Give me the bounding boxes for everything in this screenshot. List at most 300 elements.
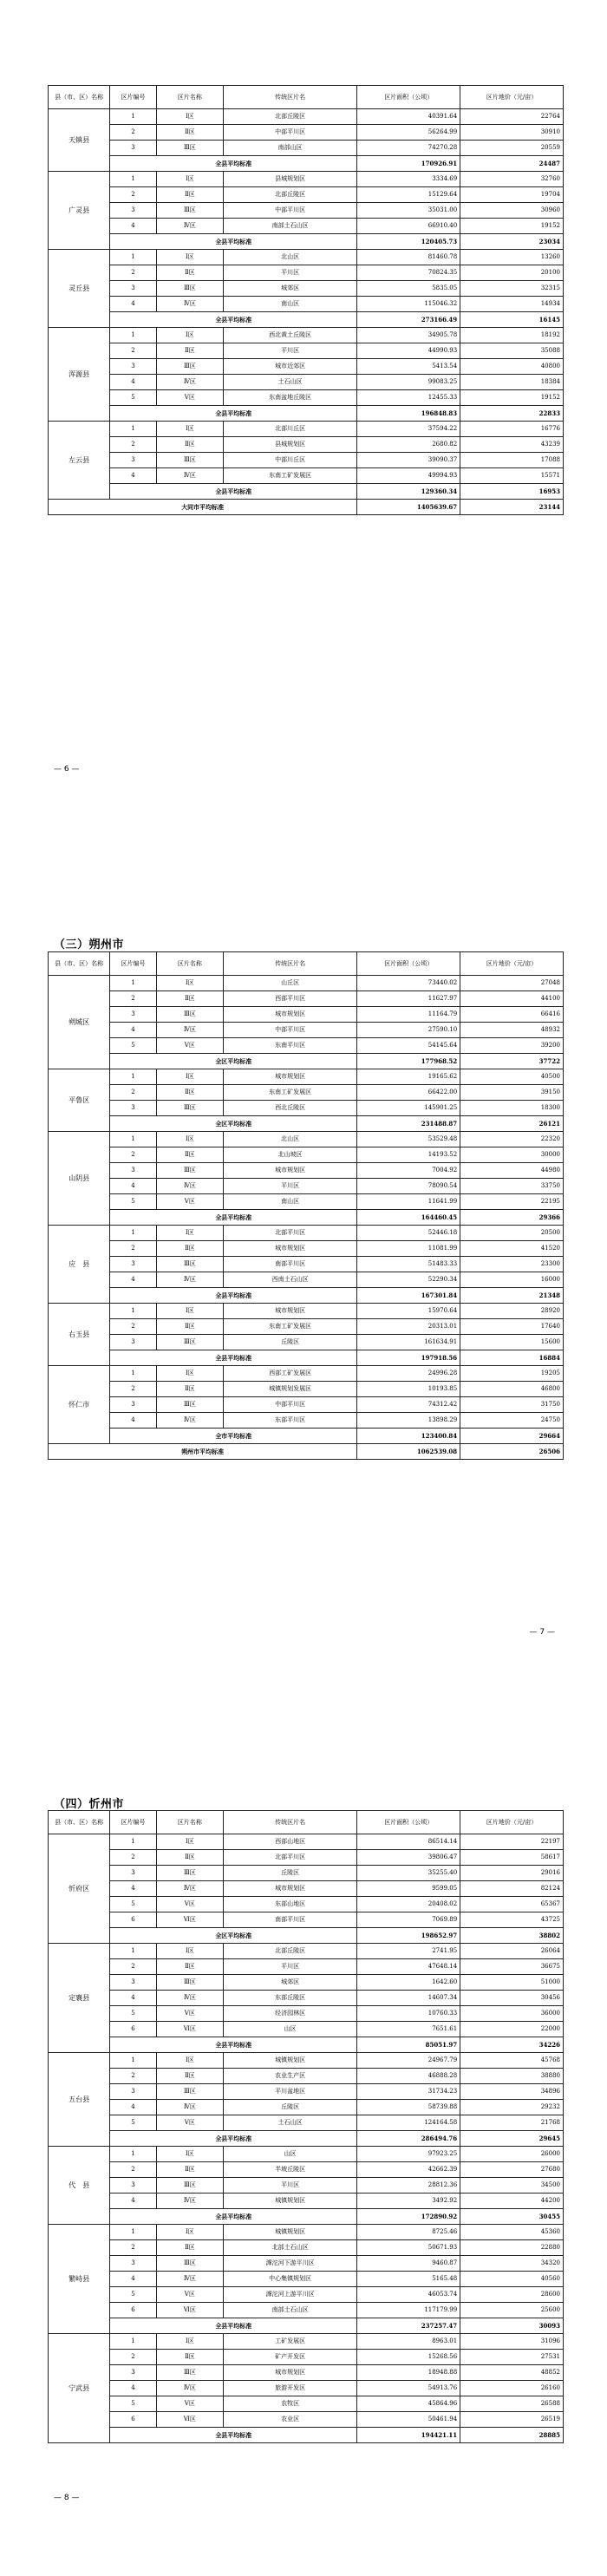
- zone-area: 73440.02: [357, 976, 460, 991]
- traditional-zone-name: 土石山区: [223, 375, 356, 390]
- subtotal-price: 30093: [460, 2318, 564, 2334]
- zone-name: Ⅳ区: [156, 1413, 223, 1429]
- zone-code: 2: [110, 1241, 156, 1257]
- zone-area: 40391.64: [357, 109, 460, 125]
- zone-area: 34905.78: [357, 328, 460, 343]
- zone-code: 1: [110, 1834, 156, 1850]
- subtotal-area: 196848.83: [357, 406, 460, 422]
- zone-code: 1: [110, 109, 156, 125]
- zone-name: Ⅱ区: [156, 125, 223, 141]
- header-trad: 传统区片名: [223, 1811, 356, 1834]
- zone-code: 6: [110, 2303, 156, 2318]
- city-average-area: 1062539.08: [357, 1444, 460, 1460]
- subtotal-label: 全区平均标准: [110, 1054, 357, 1069]
- zone-price: 43239: [460, 437, 564, 453]
- table-row: [49, 1147, 564, 1163]
- zone-price: 48852: [460, 2365, 564, 2381]
- county-name: 繁峙县: [49, 2225, 110, 2334]
- zone-area: 35031.00: [357, 203, 460, 219]
- table-row: [49, 1319, 564, 1335]
- zone-price: 28920: [460, 1304, 564, 1319]
- zone-area: 50671.93: [357, 2240, 460, 2256]
- zone-price: 48932: [460, 1023, 564, 1038]
- zone-name: Ⅲ区: [156, 1335, 223, 1350]
- traditional-zone-name: 平川区: [223, 1959, 356, 1975]
- zone-area: 3334.69: [357, 172, 460, 187]
- subtotal-row: [49, 2037, 564, 2053]
- traditional-zone-name: 城市规划区: [223, 1241, 356, 1257]
- subtotal-row: [49, 1350, 564, 1366]
- zone-price: 22000: [460, 2022, 564, 2037]
- county-name: 忻府区: [49, 1834, 110, 1944]
- table-row: [49, 2053, 564, 2069]
- table-row: [49, 219, 564, 234]
- table-row: [49, 2084, 564, 2100]
- zone-name: Ⅱ区: [156, 991, 223, 1007]
- subtotal-area: 172890.92: [357, 2209, 460, 2225]
- zone-code: 3: [110, 2256, 156, 2272]
- zone-name: Ⅴ区: [156, 1897, 223, 1912]
- traditional-zone-name: 北部丘陵区: [223, 187, 356, 203]
- table-row: [49, 2069, 564, 2084]
- zone-area: 3492.92: [357, 2194, 460, 2209]
- zone-code: 2: [110, 1850, 156, 1866]
- zone-name: Ⅱ区: [156, 187, 223, 203]
- page-number: — 6 —: [54, 765, 80, 774]
- table-row: [49, 2022, 564, 2037]
- zone-area: 51483.33: [357, 1257, 460, 1272]
- traditional-zone-name: 农业生产区: [223, 2069, 356, 2084]
- zone-code: 3: [110, 453, 156, 468]
- traditional-zone-name: 半坡丘陵区: [223, 2162, 356, 2178]
- table-row: [49, 1834, 564, 1850]
- subtotal-price: 16884: [460, 1350, 564, 1366]
- zone-code: 2: [110, 187, 156, 203]
- zone-price: 13260: [460, 250, 564, 265]
- zone-area: 7004.92: [357, 1163, 460, 1179]
- subtotal-area: 123400.84: [357, 1429, 460, 1444]
- zone-code: 5: [110, 2396, 156, 2412]
- header-name: 区片名称: [156, 86, 223, 109]
- zone-price: 27680: [460, 2162, 564, 2178]
- table-row: [49, 2256, 564, 2272]
- zone-name: Ⅰ区: [156, 1366, 223, 1382]
- table-row: [49, 109, 564, 125]
- traditional-zone-name: 工矿发展区: [223, 2334, 356, 2350]
- zone-code: 2: [110, 2350, 156, 2365]
- zone-price: 19152: [460, 390, 564, 406]
- zone-area: 124164.58: [357, 2115, 460, 2131]
- zone-price: 33750: [460, 1179, 564, 1194]
- subtotal-area: 129360.34: [357, 484, 460, 500]
- header-county: 县（市、区）名称: [49, 86, 110, 109]
- zone-code: 2: [110, 1147, 156, 1163]
- traditional-zone-name: 南部山区: [223, 141, 356, 156]
- subtotal-price: 16953: [460, 484, 564, 500]
- zone-price: 15571: [460, 468, 564, 484]
- zone-code: 1: [110, 172, 156, 187]
- zone-price: 30456: [460, 1991, 564, 2006]
- traditional-zone-name: 县城规划区: [223, 172, 356, 187]
- traditional-zone-name: 滹沱河下游平川区: [223, 2256, 356, 2272]
- zone-code: 1: [110, 1366, 156, 1382]
- zone-code: 1: [110, 1132, 156, 1147]
- traditional-zone-name: 中心集镇规划区: [223, 2272, 356, 2287]
- subtotal-row: [49, 1429, 564, 1444]
- page-number: — 7 —: [529, 1628, 555, 1637]
- traditional-zone-name: 平川盆地区: [223, 2084, 356, 2100]
- zone-area: 52290.34: [357, 1272, 460, 1288]
- zone-area: 5413.54: [357, 359, 460, 375]
- zone-area: 58739.88: [357, 2100, 460, 2115]
- zone-price: 19152: [460, 219, 564, 234]
- zone-code: 5: [110, 2115, 156, 2131]
- table-row: [49, 2162, 564, 2178]
- county-name: 右玉县: [49, 1304, 110, 1366]
- zone-price: 34320: [460, 2256, 564, 2272]
- header-name: 区片名称: [156, 1811, 223, 1834]
- zone-code: 6: [110, 2412, 156, 2428]
- traditional-zone-name: 丘陵区: [223, 1866, 356, 1881]
- zone-code: 1: [110, 1944, 156, 1959]
- zone-price: 20500: [460, 1226, 564, 1241]
- zone-name: Ⅰ区: [156, 1132, 223, 1147]
- shuozhou-land-price-table: [48, 951, 564, 1460]
- subtotal-price: 26121: [460, 1116, 564, 1132]
- zone-price: 15600: [460, 1335, 564, 1350]
- xinzhou-land-price-table: [48, 1810, 564, 2443]
- subtotal-label: 全县平均标准: [110, 234, 357, 250]
- header-name: 区片名称: [156, 952, 223, 976]
- subtotal-row: [49, 2318, 564, 2334]
- traditional-zone-name: 丘陵区: [223, 2100, 356, 2115]
- subtotal-row: [49, 1116, 564, 1132]
- zone-price: 58617: [460, 1850, 564, 1866]
- header-code: 区片编号: [110, 1811, 156, 1834]
- header-county: 县（市、区）名称: [49, 1811, 110, 1834]
- zone-area: 24996.28: [357, 1366, 460, 1382]
- traditional-zone-name: 南部平川区: [223, 1257, 356, 1272]
- zone-area: 86514.14: [357, 1834, 460, 1850]
- zone-name: Ⅲ区: [156, 2256, 223, 2272]
- zone-price: 26000: [460, 2147, 564, 2162]
- zone-price: 25600: [460, 2303, 564, 2318]
- traditional-zone-name: 旅游开发区: [223, 2381, 356, 2396]
- zone-code: 1: [110, 328, 156, 343]
- zone-area: 56264.99: [357, 125, 460, 141]
- zone-price: 34896: [460, 2084, 564, 2100]
- zone-code: 3: [110, 2365, 156, 2381]
- table-row: [49, 265, 564, 281]
- traditional-zone-name: 西部山地区: [223, 1834, 356, 1850]
- zone-area: 8963.01: [357, 2334, 460, 2350]
- subtotal-area: 286494.76: [357, 2131, 460, 2147]
- city-average-label: 朔州市平均标准: [49, 1444, 357, 1460]
- table-row: [49, 1241, 564, 1257]
- subtotal-area: 273166.49: [357, 312, 460, 328]
- table-row: [49, 422, 564, 437]
- zone-price: 38880: [460, 2069, 564, 2084]
- zone-code: 4: [110, 2194, 156, 2209]
- table-row: [49, 1991, 564, 2006]
- zone-code: 3: [110, 1257, 156, 1272]
- subtotal-row: [49, 484, 564, 500]
- subtotal-area: 167301.84: [357, 1288, 460, 1304]
- header-area: 区片面积（公顷）: [357, 1811, 460, 1834]
- zone-name: Ⅳ区: [156, 297, 223, 312]
- traditional-zone-name: 城市规划区: [223, 2365, 356, 2381]
- zone-code: 5: [110, 1897, 156, 1912]
- zone-price: 32760: [460, 172, 564, 187]
- zone-code: 2: [110, 2162, 156, 2178]
- zone-price: 27531: [460, 2350, 564, 2365]
- subtotal-area: 237257.47: [357, 2318, 460, 2334]
- table-row: [49, 453, 564, 468]
- table-row: [49, 2194, 564, 2209]
- traditional-zone-name: 县城规划区: [223, 437, 356, 453]
- zone-code: 4: [110, 1023, 156, 1038]
- zone-area: 46888.28: [357, 2069, 460, 2084]
- zone-price: 27048: [460, 976, 564, 991]
- zone-price: 16776: [460, 422, 564, 437]
- zone-price: 45768: [460, 2053, 564, 2069]
- table-row: [49, 2381, 564, 2396]
- zone-code: 2: [110, 343, 156, 359]
- zone-name: Ⅴ区: [156, 390, 223, 406]
- table-row: [49, 250, 564, 265]
- zone-price: 14934: [460, 297, 564, 312]
- table-row: [49, 1881, 564, 1897]
- traditional-zone-name: 土石山区: [223, 2115, 356, 2131]
- shuozhou-table-block: [48, 951, 564, 1460]
- zone-name: Ⅴ区: [156, 2287, 223, 2303]
- zone-area: 28812.36: [357, 2178, 460, 2194]
- zone-code: 1: [110, 1304, 156, 1319]
- zone-code: 4: [110, 219, 156, 234]
- traditional-zone-name: 城市规划区: [223, 1069, 356, 1085]
- zone-name: Ⅰ区: [156, 422, 223, 437]
- table-row: [49, 1304, 564, 1319]
- table-row: [49, 1179, 564, 1194]
- subtotal-area: 170926.91: [357, 156, 460, 172]
- traditional-zone-name: 矿产开发区: [223, 2350, 356, 2365]
- table-row: [49, 2350, 564, 2365]
- subtotal-row: [49, 234, 564, 250]
- zone-price: 17088: [460, 453, 564, 468]
- zone-name: Ⅳ区: [156, 2100, 223, 2115]
- zone-price: 82124: [460, 1881, 564, 1897]
- traditional-zone-name: 东南工矿发展区: [223, 1319, 356, 1335]
- zone-code: 4: [110, 297, 156, 312]
- subtotal-area: 197918.56: [357, 1350, 460, 1366]
- table-row: [49, 187, 564, 203]
- zone-code: 1: [110, 422, 156, 437]
- traditional-zone-name: 城郊区: [223, 281, 356, 297]
- subtotal-label: 全区平均标准: [110, 1928, 357, 1944]
- table-row: [49, 1366, 564, 1382]
- zone-name: Ⅱ区: [156, 1850, 223, 1866]
- table-row: [49, 1944, 564, 1959]
- zone-area: 12455.33: [357, 390, 460, 406]
- traditional-zone-name: 平川区: [223, 265, 356, 281]
- zone-code: 2: [110, 2240, 156, 2256]
- zone-code: 3: [110, 1975, 156, 1991]
- zone-code: 3: [110, 203, 156, 219]
- zone-area: 39806.47: [357, 1850, 460, 1866]
- zone-name: Ⅰ区: [156, 1304, 223, 1319]
- zone-name: Ⅲ区: [156, 203, 223, 219]
- zone-name: Ⅲ区: [156, 1257, 223, 1272]
- table-row: [49, 203, 564, 219]
- zone-price: 20100: [460, 265, 564, 281]
- zone-code: 1: [110, 2147, 156, 2162]
- zone-code: 2: [110, 2069, 156, 2084]
- county-name: 天镇县: [49, 109, 110, 172]
- zone-area: 66910.40: [357, 219, 460, 234]
- table-row: [49, 991, 564, 1007]
- traditional-zone-name: 东南盆地丘陵区: [223, 390, 356, 406]
- zone-code: 2: [110, 125, 156, 141]
- traditional-zone-name: 平川区: [223, 1179, 356, 1194]
- city-average-row: [49, 1444, 564, 1460]
- zone-name: Ⅲ区: [156, 1866, 223, 1881]
- zone-price: 35088: [460, 343, 564, 359]
- traditional-zone-name: 北山坡区: [223, 1147, 356, 1163]
- county-name: 怀仁市: [49, 1366, 110, 1444]
- subtotal-price: 29645: [460, 2131, 564, 2147]
- zone-area: 1642.60: [357, 1975, 460, 1991]
- zone-price: 30910: [460, 125, 564, 141]
- zone-area: 11164.79: [357, 1007, 460, 1023]
- zone-area: 50461.94: [357, 2412, 460, 2428]
- subtotal-area: 164460.45: [357, 1210, 460, 1226]
- zone-code: 2: [110, 1382, 156, 1397]
- subtotal-label: 全县平均标准: [110, 2428, 357, 2443]
- table-row: [49, 2365, 564, 2381]
- zone-name: Ⅴ区: [156, 2115, 223, 2131]
- zone-name: Ⅲ区: [156, 359, 223, 375]
- traditional-zone-name: 丘陵区: [223, 1335, 356, 1350]
- zone-code: 3: [110, 1163, 156, 1179]
- zone-price: 51000: [460, 1975, 564, 1991]
- zone-price: 26160: [460, 2381, 564, 2396]
- zone-name: Ⅰ区: [156, 976, 223, 991]
- subtotal-label: 全县平均标准: [110, 406, 357, 422]
- zone-code: 4: [110, 375, 156, 390]
- table-row: [49, 2006, 564, 2022]
- zone-area: 145901.25: [357, 1101, 460, 1116]
- zone-price: 40560: [460, 2272, 564, 2287]
- subtotal-price: 38802: [460, 1928, 564, 1944]
- zone-name: Ⅱ区: [156, 2240, 223, 2256]
- zone-code: 3: [110, 1101, 156, 1116]
- subtotal-row: [49, 1928, 564, 1944]
- zone-price: 17640: [460, 1319, 564, 1335]
- zone-area: 99083.25: [357, 375, 460, 390]
- table-row: [49, 1007, 564, 1023]
- datong-land-price-table: [48, 85, 564, 515]
- zone-name: Ⅳ区: [156, 1023, 223, 1038]
- subtotal-area: 85051.97: [357, 2037, 460, 2053]
- zone-price: 29016: [460, 1866, 564, 1881]
- subtotal-label: 全县平均标准: [110, 2037, 357, 2053]
- subtotal-label: 全县平均标准: [110, 2209, 357, 2225]
- subtotal-row: [49, 1288, 564, 1304]
- header-code: 区片编号: [110, 86, 156, 109]
- traditional-zone-name: 城镇规划区: [223, 2053, 356, 2069]
- zone-name: Ⅲ区: [156, 141, 223, 156]
- traditional-zone-name: 城市规划区: [223, 1163, 356, 1179]
- zone-price: 44100: [460, 991, 564, 1007]
- zone-code: 3: [110, 141, 156, 156]
- traditional-zone-name: 北部平川区: [223, 1850, 356, 1866]
- table-row: [49, 1959, 564, 1975]
- header-code: 区片编号: [110, 952, 156, 976]
- traditional-zone-name: 北部丘陵区: [223, 1944, 356, 1959]
- zone-price: 18384: [460, 375, 564, 390]
- zone-name: Ⅳ区: [156, 375, 223, 390]
- zone-code: 5: [110, 390, 156, 406]
- zone-area: 46053.74: [357, 2287, 460, 2303]
- zone-area: 14193.52: [357, 1147, 460, 1163]
- subtotal-area: 194421.11: [357, 2428, 460, 2443]
- zone-code: 4: [110, 1179, 156, 1194]
- zone-price: 40800: [460, 359, 564, 375]
- subtotal-label: 全县平均标准: [110, 312, 357, 328]
- traditional-zone-name: 城镇规划区: [223, 2225, 356, 2240]
- table-header-row: [49, 952, 564, 976]
- zone-area: 11081.99: [357, 1241, 460, 1257]
- zone-area: 42662.39: [357, 2162, 460, 2178]
- zone-price: 34500: [460, 2178, 564, 2194]
- table-row: [49, 297, 564, 312]
- subtotal-price: 16145: [460, 312, 564, 328]
- table-row: [49, 1335, 564, 1350]
- zone-name: Ⅳ区: [156, 219, 223, 234]
- zone-code: 4: [110, 468, 156, 484]
- zone-price: 18192: [460, 328, 564, 343]
- zone-name: Ⅳ区: [156, 1991, 223, 2006]
- zone-area: 49994.93: [357, 468, 460, 484]
- zone-name: Ⅳ区: [156, 1272, 223, 1288]
- table-row: [49, 976, 564, 991]
- zone-name: Ⅳ区: [156, 1179, 223, 1194]
- zone-area: 35255.40: [357, 1866, 460, 1881]
- zone-name: Ⅲ区: [156, 453, 223, 468]
- traditional-zone-name: 山丘区: [223, 976, 356, 991]
- traditional-zone-name: 西部平川区: [223, 991, 356, 1007]
- zone-code: 2: [110, 1319, 156, 1335]
- zone-name: Ⅳ区: [156, 2272, 223, 2287]
- zone-name: Ⅱ区: [156, 1382, 223, 1397]
- table-row: [49, 375, 564, 390]
- section-title-xinzhou: （四）忻州市: [54, 1798, 125, 1811]
- zone-name: Ⅰ区: [156, 2053, 223, 2069]
- zone-name: Ⅴ区: [156, 2396, 223, 2412]
- zone-area: 81460.78: [357, 250, 460, 265]
- page-number: — 8 —: [54, 2494, 80, 2502]
- traditional-zone-name: 北部平川区: [223, 1226, 356, 1241]
- traditional-zone-name: 东部山地区: [223, 1897, 356, 1912]
- zone-price: 32315: [460, 281, 564, 297]
- zone-price: 28600: [460, 2287, 564, 2303]
- zone-name: Ⅳ区: [156, 2194, 223, 2209]
- zone-area: 44990.93: [357, 343, 460, 359]
- zone-price: 22320: [460, 1132, 564, 1147]
- zone-code: 4: [110, 2381, 156, 2396]
- zone-name: Ⅴ区: [156, 1194, 223, 1210]
- table-row: [49, 2412, 564, 2428]
